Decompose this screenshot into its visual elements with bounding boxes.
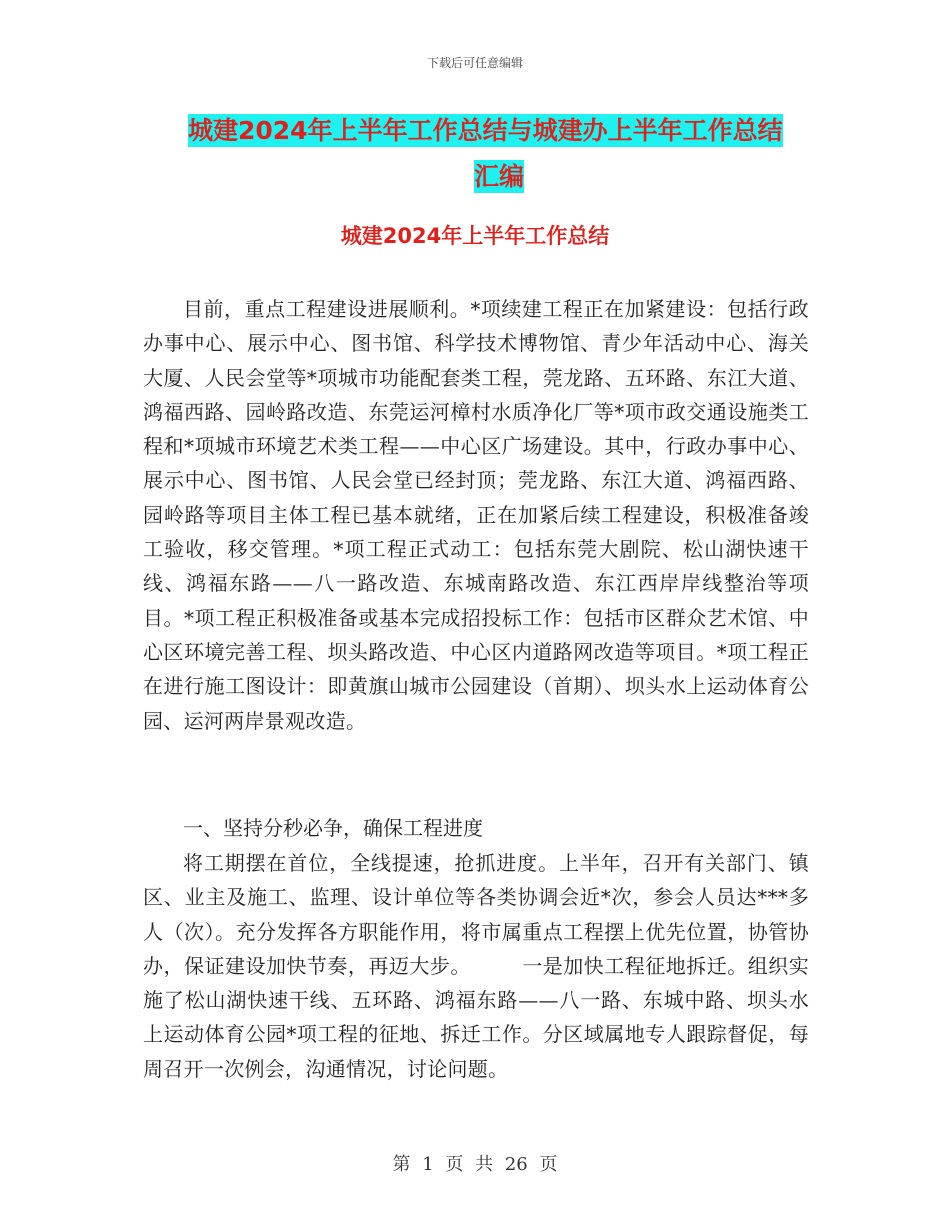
document-title (188, 110, 810, 198)
download-note: 下载后可任意编辑 (426, 56, 523, 70)
title-line-2: 汇编 (473, 162, 524, 191)
paragraph-2: 将工期摆在首位，全线提速，抢抓进度。上半年，召开有关部门、镇区、业主及施工、监理、设计单位等各类协调会近*次，参会人员达***多人（次）。充分发挥各方职能作用，将市属重点工程摆上优先位置，协管协办，保证建设加快节奏，再迈大步。 一是加快工程征地拆迁。组织实施了松山湖快速干线、五环路、鸿福东路——八一路、东城中路、坝头水上运动体育公园*项工程的征地、拆迁工作。分区域属地专人跟踪督促，每周召开一次例会，沟通情况，讨论问题。 (143, 851, 809, 1081)
title-line-1: 城建2024年上半年工作总结与城建办上半年工作总结 (188, 116, 783, 145)
paragraph-1-block (143, 292, 809, 738)
paragraph-1: 目前，重点工程建设进展顺利。*项续建工程正在加紧建设：包括行政办事中心、展示中心、图书馆、科学技术博物馆、青少年活动中心、海关大厦、人民会堂等*项城市功能配套类工程，莞龙路、五环路、东江大道、鸿福西路、园岭路改造、东莞运河樟村水质净化厂等*项市政交通设施类工程和*项城市环境艺术类工程——中心区广场建设。其中，行政办事中心、展示中心、图书馆、人民会堂已经封顶；莞龙路、东江大道、鸿福西路、园岭路等项目主体工程已基本就绪，正在加紧后续工程建设，积极准备竣工验收，移交管理。*项工程正式动工：包括东莞大剧院、松山湖快速干线、鸿福东路——八一路改造、东城南路改造、东江西岸岸线整治等项目。*项工程正积极准备或基本完成招投标工作：包括市区群众艺术馆、中心区环境完善工程、坝头路改造、中心区内道路网改造等项目。*项工程正在进行施工图设计：即黄旗山城市公园建设（首期）、坝头水上运动体育公园、运河两岸景观改造。 (143, 297, 809, 733)
page-footer: 第 1 页 共 26 页 (392, 1154, 558, 1175)
section-title: 城建2024年上半年工作总结 (340, 224, 610, 248)
paragraph-2-block (143, 846, 809, 1086)
subheading-1: 一、坚持分秒必争，确保工程进度 (183, 816, 483, 840)
